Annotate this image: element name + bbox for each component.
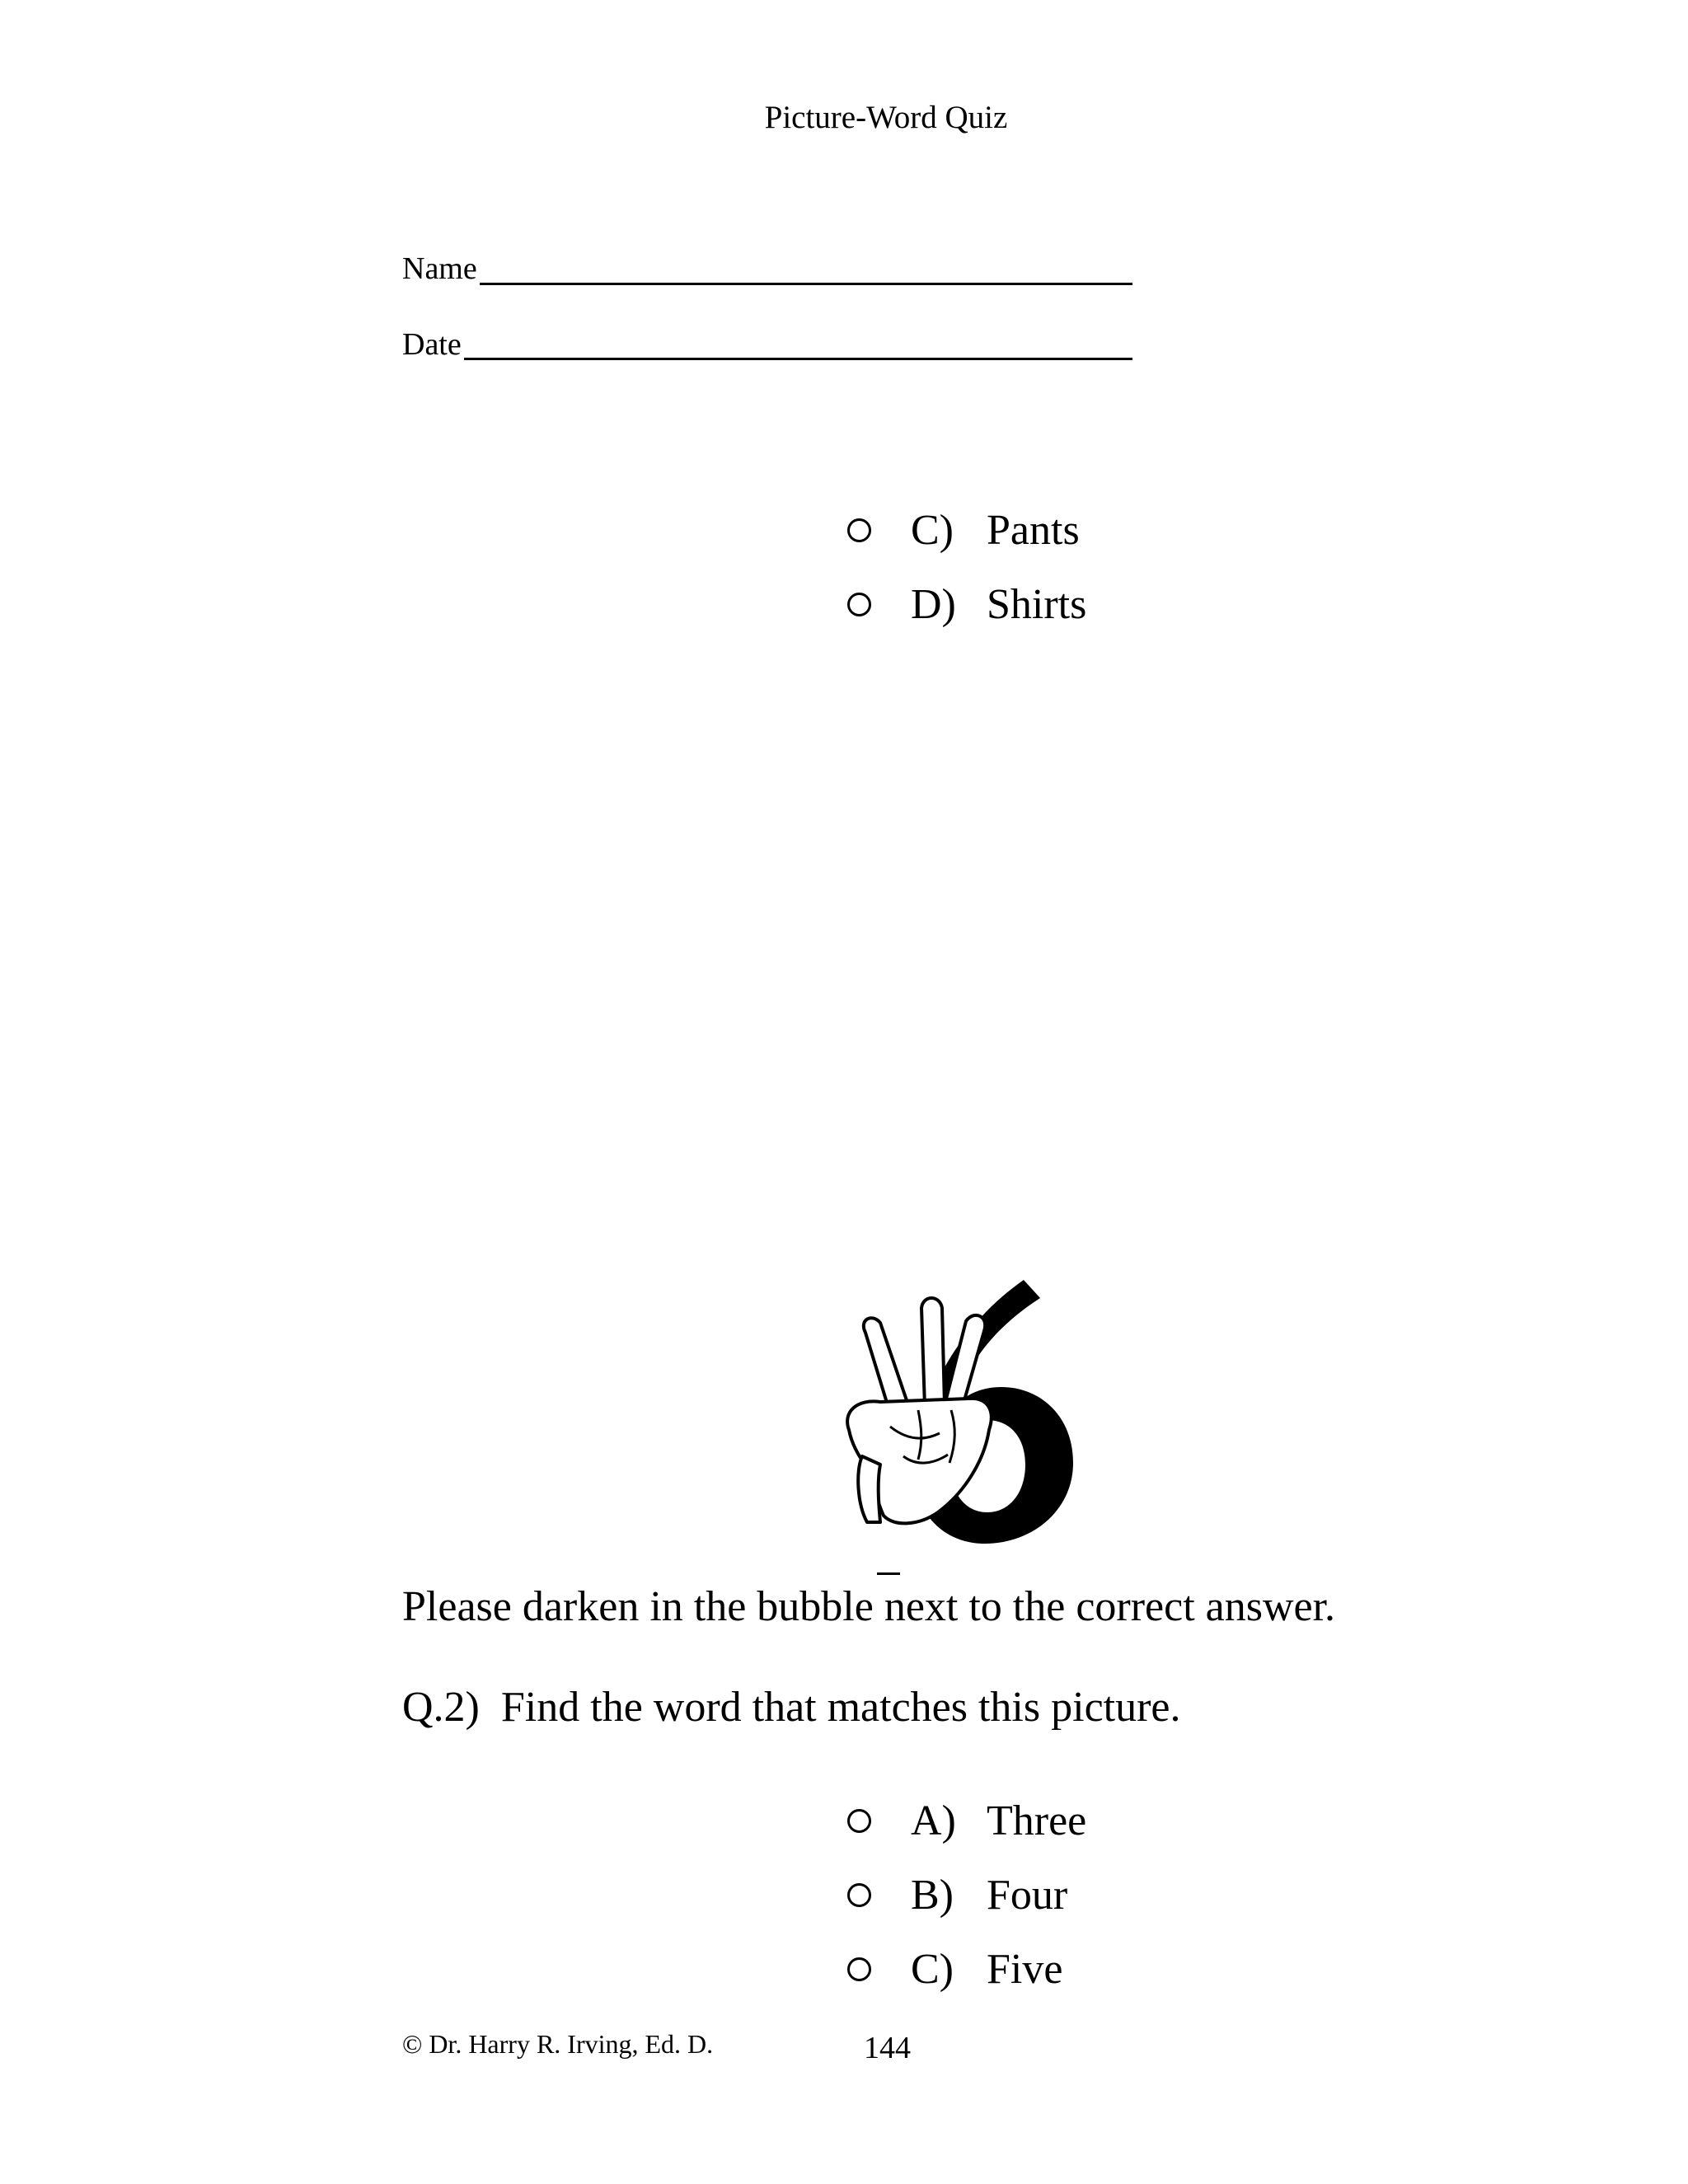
answer-bubble[interactable] [847, 1957, 871, 1981]
option-text: Pants [987, 506, 1080, 554]
name-field[interactable] [480, 283, 1132, 285]
question-number: Q.2) [402, 1684, 480, 1731]
option-text: Four [987, 1871, 1068, 1919]
q2-option-c[interactable] [847, 1940, 1062, 1998]
copyright-text: © Dr. Harry R. Irving, Ed. D. [402, 2029, 714, 2059]
option-text: Shirts [987, 580, 1087, 628]
answer-bubble[interactable] [847, 1883, 871, 1907]
answer-bubble[interactable] [847, 518, 871, 542]
q1-option-d[interactable] [847, 575, 1086, 633]
date-field[interactable] [464, 358, 1132, 360]
option-letter: B) [911, 1871, 954, 1919]
underline-mark [877, 1572, 900, 1575]
option-text: Three [987, 1797, 1087, 1844]
page-title: Picture-Word Quiz [764, 100, 1008, 135]
date-label: Date [402, 327, 462, 362]
instructions-text: Please darken in the bubble next to the correct answer. [402, 1583, 1336, 1630]
page-number: 144 [864, 2031, 911, 2065]
q1-option-c[interactable] [847, 501, 1080, 559]
option-letter: C) [911, 1945, 954, 1993]
option-text: Five [987, 1945, 1063, 1993]
q2-option-b[interactable] [847, 1866, 1067, 1924]
option-letter: C) [911, 506, 954, 554]
answer-bubble[interactable] [847, 1809, 871, 1833]
hand-sign-six-icon [832, 1265, 1096, 1545]
name-label: Name [402, 251, 477, 286]
answer-bubble[interactable] [847, 593, 871, 616]
question-2 [402, 1681, 1181, 1734]
q2-option-a[interactable] [847, 1792, 1086, 1849]
option-letter: D) [911, 580, 956, 628]
question-prompt: Find the word that matches this picture. [500, 1684, 1181, 1731]
option-letter: A) [911, 1797, 956, 1844]
